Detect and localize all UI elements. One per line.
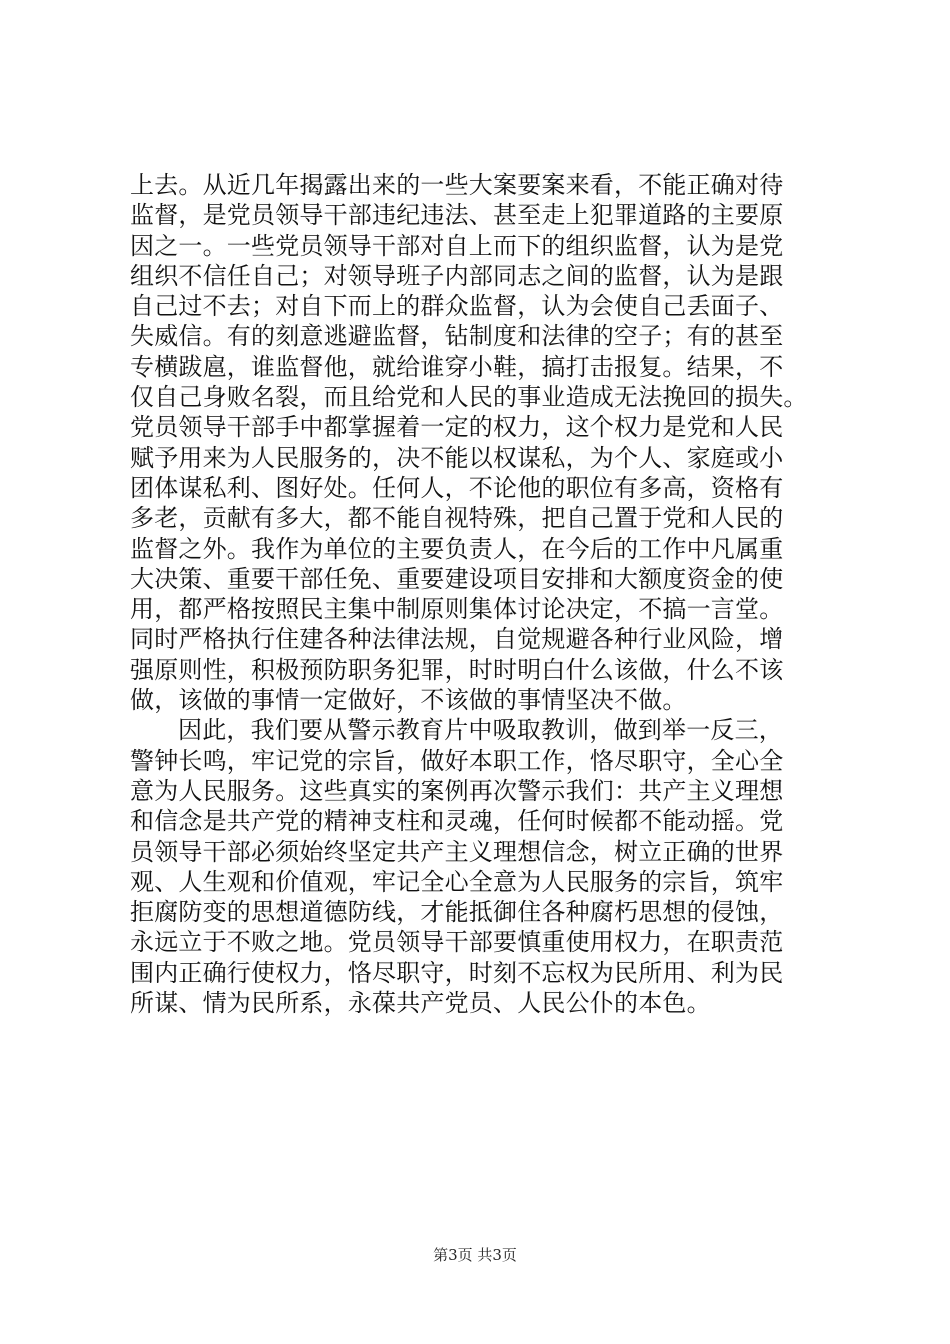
text-line: 意为人民服务。这些真实的案例再次警示我们：共产主义理想 — [130, 776, 784, 805]
text-line: 围内正确行使权力，恪尽职守，时刻不忘权为民所用、利为民 — [130, 958, 784, 987]
text-line: 强原则性，积极预防职务犯罪，时时明白什么该做，什么不该 — [130, 655, 784, 684]
text-line: 自己过不去；对自下而上的群众监督，认为会使自己丢面子、 — [130, 292, 784, 321]
text-line: 专横跋扈，谁监督他，就给谁穿小鞋，搞打击报复。结果，不 — [130, 352, 784, 381]
text-line: 团体谋私利、图好处。任何人，不论他的职位有多高，资格有 — [130, 473, 784, 502]
text-line: 赋予用来为人民服务的，决不能以权谋私，为个人、家庭或小 — [130, 443, 784, 472]
text-line: 大决策、重要干部任免、重要建设项目安排和大额度资金的使 — [130, 564, 784, 593]
text-line: 因此，我们要从警示教育片中吸取教训，做到举一反三， — [178, 716, 783, 745]
text-line: 因之一。一些党员领导干部对自上而下的组织监督，认为是党 — [130, 231, 784, 260]
text-line: 监督，是党员领导干部违纪违法、甚至走上犯罪道路的主要原 — [130, 201, 784, 230]
text-line: 上去。从近几年揭露出来的一些大案要案来看，不能正确对待 — [130, 171, 784, 199]
page-number-footer: 第3页 共3页 — [433, 1246, 517, 1264]
paragraph-1 — [130, 170, 840, 715]
text-line: 失威信。有的刻意逃避监督，钻制度和法律的空子；有的甚至 — [130, 322, 784, 351]
text-line: 仅自己身败名裂，而且给党和人民的事业造成无法挽回的损失。 — [130, 383, 808, 412]
text-line: 永远立于不败之地。党员领导干部要慎重使用权力，在职责范 — [130, 928, 784, 957]
text-line: 所谋、情为民所系，永葆共产党员、人民公仆的本色。 — [130, 989, 711, 1018]
text-line: 和信念是共产党的精神支柱和灵魂，任何时候都不能动摇。党 — [130, 807, 784, 836]
text-line: 警钟长鸣，牢记党的宗旨，做好本职工作，恪尽职守，全心全 — [130, 746, 784, 775]
text-line: 同时严格执行住建各种法律法规，自觉规避各种行业风险，增 — [130, 625, 784, 654]
text-line: 拒腐防变的思想道德防线，才能抵御住各种腐朽思想的侵蚀， — [130, 898, 784, 927]
text-line: 多老，贡献有多大，都不能自视特殊，把自己置于党和人民的 — [130, 504, 784, 533]
body-text — [130, 170, 840, 1018]
paragraph-2 — [130, 715, 840, 1018]
text-line: 做，该做的事情一定做好，不该做的事情坚决不做。 — [130, 686, 687, 715]
text-line: 员领导干部必须始终坚定共产主义理想信念，树立正确的世界 — [130, 837, 784, 866]
text-line: 组织不信任自己；对领导班子内部同志之间的监督，认为是跟 — [130, 261, 784, 290]
text-line: 观、人生观和价值观，牢记全心全意为人民服务的宗旨，筑牢 — [130, 867, 784, 896]
text-line: 党员领导干部手中都掌握着一定的权力，这个权力是党和人民 — [130, 413, 784, 442]
text-line: 用，都严格按照民主集中制原则集体讨论决定，不搞一言堂。 — [130, 595, 784, 624]
text-line: 监督之外。我作为单位的主要负责人，在今后的工作中凡属重 — [130, 534, 784, 563]
